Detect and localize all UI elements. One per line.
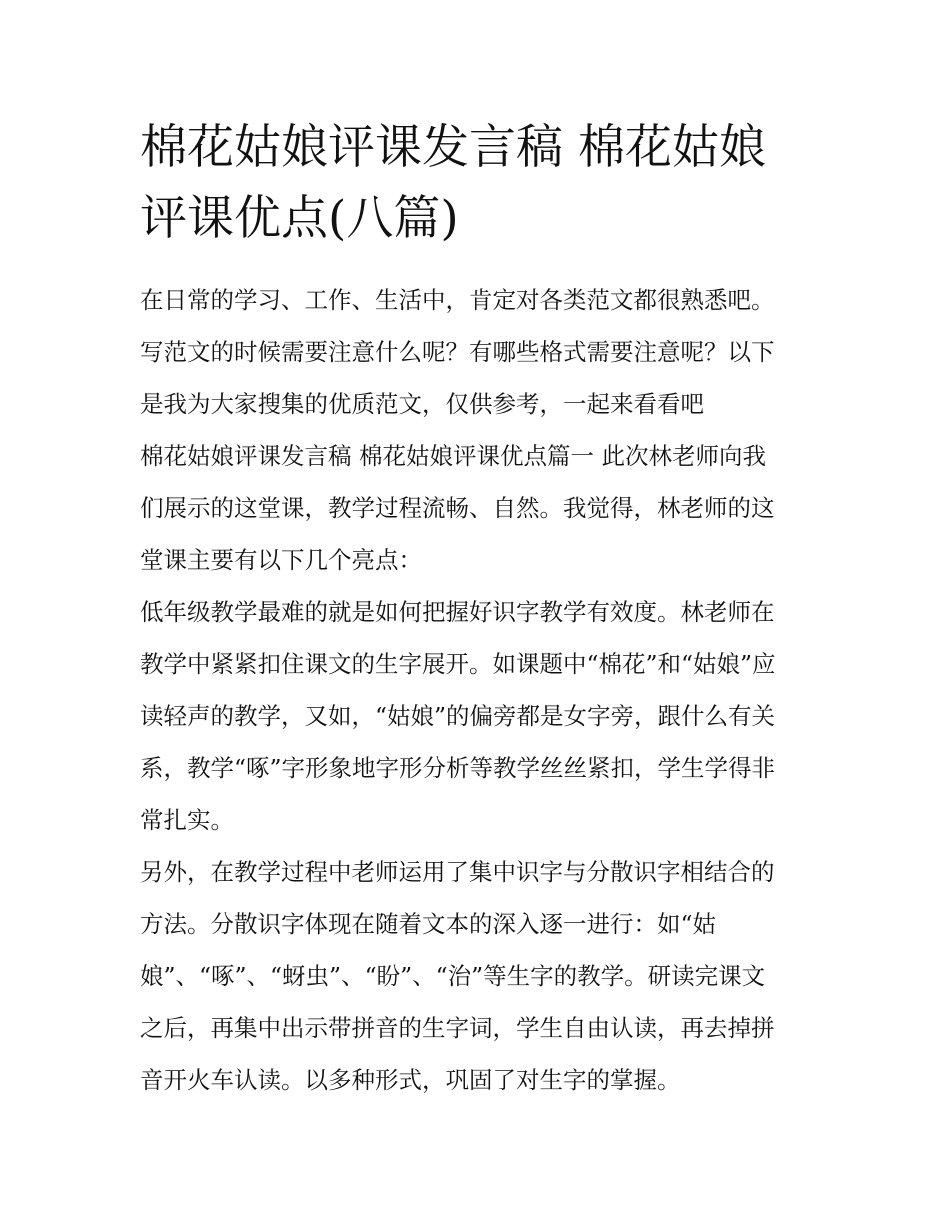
body-line: 另外，在教学过程中老师运用了集中识字与分散识字相结合的	[140, 858, 775, 886]
body-line: 之后，再集中出示带拼音的生字词，学生自由认读，再去掉拼	[140, 1014, 775, 1042]
body-line: 音开火车认读。以多种形式，巩固了对生字的掌握。	[140, 1066, 681, 1094]
title-line: 棉花姑娘评课发言稿 棉花姑娘	[140, 120, 766, 175]
document-body	[140, 280, 820, 1112]
body-line: 系，教学“啄”字形象地字形分析等教学丝丝紧扣，学生学得非	[140, 754, 776, 782]
body-line: 读轻声的教学，又如，“姑娘”的偏旁都是女字旁，跟什么有关	[140, 702, 776, 730]
body-line: 是我为大家搜集的优质范文，仅供参考，一起来看看吧	[140, 390, 704, 418]
body-line: 方法。分散识字体现在随着文本的深入逐一进行：如“姑	[140, 910, 717, 938]
title-line: 评课优点(八篇)	[140, 191, 459, 246]
body-line: 在日常的学习、工作、生活中，肯定对各类范文都很熟悉吧。	[140, 286, 775, 314]
body-line: 堂课主要有以下几个亮点：	[140, 546, 422, 574]
body-line: 教学中紧紧扣住课文的生字展开。如课题中“棉花”和“姑娘”应	[140, 650, 776, 678]
body-line: 娘”、“啄”、“蚜虫”、“盼”、“治”等生字的教学。研读完课文	[140, 962, 766, 990]
document-title	[140, 112, 820, 254]
body-line: 常扎实。	[140, 806, 234, 834]
body-line: 低年级教学最难的就是如何把握好识字教学有效度。林老师在	[140, 598, 775, 626]
body-line: 们展示的这堂课，教学过程流畅、自然。我觉得，林老师的这	[140, 494, 775, 522]
body-line: 棉花姑娘评课发言稿 棉花姑娘评课优点篇一 此次林老师向我	[140, 442, 766, 470]
body-line: 写范文的时候需要注意什么呢？有哪些格式需要注意呢？以下	[140, 338, 775, 366]
